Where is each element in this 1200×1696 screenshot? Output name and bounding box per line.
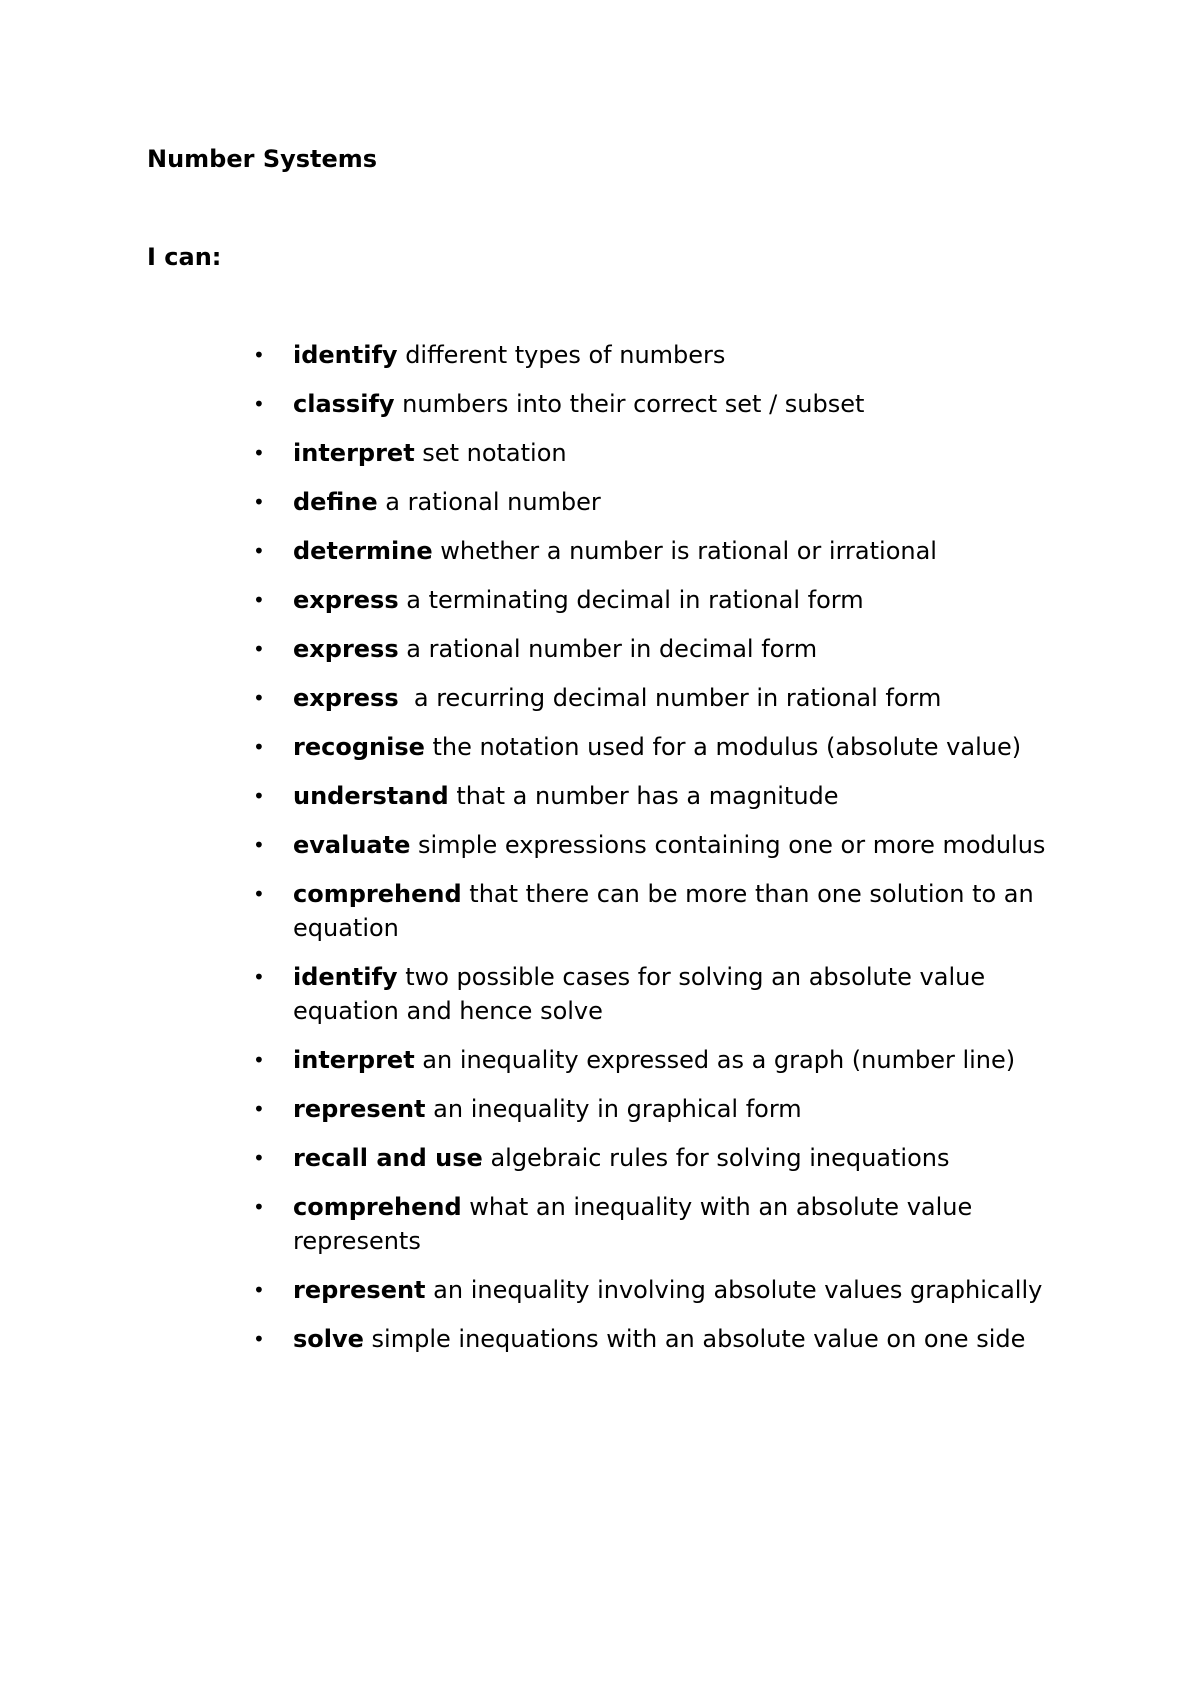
objective-verb: represent — [293, 1276, 426, 1304]
objective-text: an inequality involving absolute values graphically — [425, 1276, 1043, 1304]
objective-text: a rational number in decimal form — [398, 635, 818, 663]
bullet-icon: • — [253, 392, 265, 416]
objective-text: simple expressions containing one or more modulus — [410, 831, 1046, 859]
page-title: Number Systems — [147, 145, 378, 173]
objective-text: simple inequations with an absolute value on one side — [363, 1325, 1026, 1353]
list-item — [253, 632, 1083, 666]
bullet-icon: • — [253, 833, 265, 857]
bullet-icon: • — [253, 1195, 265, 1219]
list-item — [253, 877, 1083, 945]
objective-text: algebraic rules for solving inequations — [482, 1144, 950, 1172]
bullet-icon: • — [253, 1048, 265, 1072]
bullet-icon: • — [253, 343, 265, 367]
list-item — [253, 583, 1083, 617]
bullet-icon: • — [253, 539, 265, 563]
bullet-icon: • — [253, 1146, 265, 1170]
objective-text: an inequality expressed as a graph (number line) — [414, 1046, 1016, 1074]
objective-text: a terminating decimal in rational form — [398, 586, 864, 614]
bullet-icon: • — [253, 490, 265, 514]
list-item — [253, 1273, 1083, 1307]
objective-verb: interpret — [293, 439, 415, 467]
list-item — [253, 436, 1083, 470]
objective-verb: represent — [293, 1095, 426, 1123]
objective-verb: comprehend — [293, 1193, 462, 1221]
objective-verb: identify — [293, 963, 398, 991]
objective-text: numbers into their correct set / subset — [394, 390, 865, 418]
bullet-icon: • — [253, 882, 265, 906]
objective-text: that a number has a magnitude — [448, 782, 839, 810]
objective-text: the notation used for a modulus (absolute value) — [424, 733, 1022, 761]
bullet-icon: • — [253, 1278, 265, 1302]
objective-verb: determine — [293, 537, 433, 565]
objective-text: whether a number is rational or irrational — [432, 537, 937, 565]
list-item — [253, 485, 1083, 519]
list-item — [253, 387, 1083, 421]
objective-verb: comprehend — [293, 880, 462, 908]
list-item — [253, 730, 1083, 764]
bullet-icon: • — [253, 637, 265, 661]
intro-text: I can: — [147, 243, 222, 271]
bullet-icon: • — [253, 784, 265, 808]
objective-text: a recurring decimal number in rational form — [398, 684, 942, 712]
objective-verb: express — [293, 635, 399, 663]
objective-verb: interpret — [293, 1046, 415, 1074]
bullet-icon: • — [253, 1097, 265, 1121]
objective-verb: express — [293, 586, 399, 614]
objective-text: that there can be more than one solution to an equation — [293, 880, 1042, 942]
list-item — [253, 779, 1083, 813]
objective-verb: recognise — [293, 733, 425, 761]
objective-text: what an inequality with an absolute value represents — [293, 1193, 980, 1255]
bullet-icon: • — [253, 686, 265, 710]
list-item — [253, 1322, 1083, 1356]
list-item — [253, 534, 1083, 568]
list-item — [253, 338, 1083, 372]
objective-text: a rational number — [377, 488, 601, 516]
objective-text: set notation — [414, 439, 567, 467]
objective-verb: evaluate — [293, 831, 411, 859]
objective-text: two possible cases for solving an absolute value equation and hence solve — [293, 963, 993, 1025]
bullet-icon: • — [253, 1327, 265, 1351]
list-item — [253, 1043, 1083, 1077]
objective-verb: recall and use — [293, 1144, 483, 1172]
list-item — [253, 828, 1083, 862]
list-item — [253, 1190, 1083, 1258]
objective-text: different types of numbers — [397, 341, 726, 369]
objectives-list — [253, 338, 1083, 1371]
objective-verb: define — [293, 488, 378, 516]
objective-verb: express — [293, 684, 399, 712]
objective-verb: classify — [293, 390, 395, 418]
list-item — [253, 681, 1083, 715]
list-item — [253, 1092, 1083, 1126]
bullet-icon: • — [253, 965, 265, 989]
bullet-icon: • — [253, 441, 265, 465]
bullet-icon: • — [253, 588, 265, 612]
list-item — [253, 1141, 1083, 1175]
bullet-icon: • — [253, 735, 265, 759]
objective-verb: understand — [293, 782, 449, 810]
objective-verb: identify — [293, 341, 398, 369]
list-item — [253, 960, 1083, 1028]
objective-verb: solve — [293, 1325, 364, 1353]
objective-text: an inequality in graphical form — [425, 1095, 802, 1123]
